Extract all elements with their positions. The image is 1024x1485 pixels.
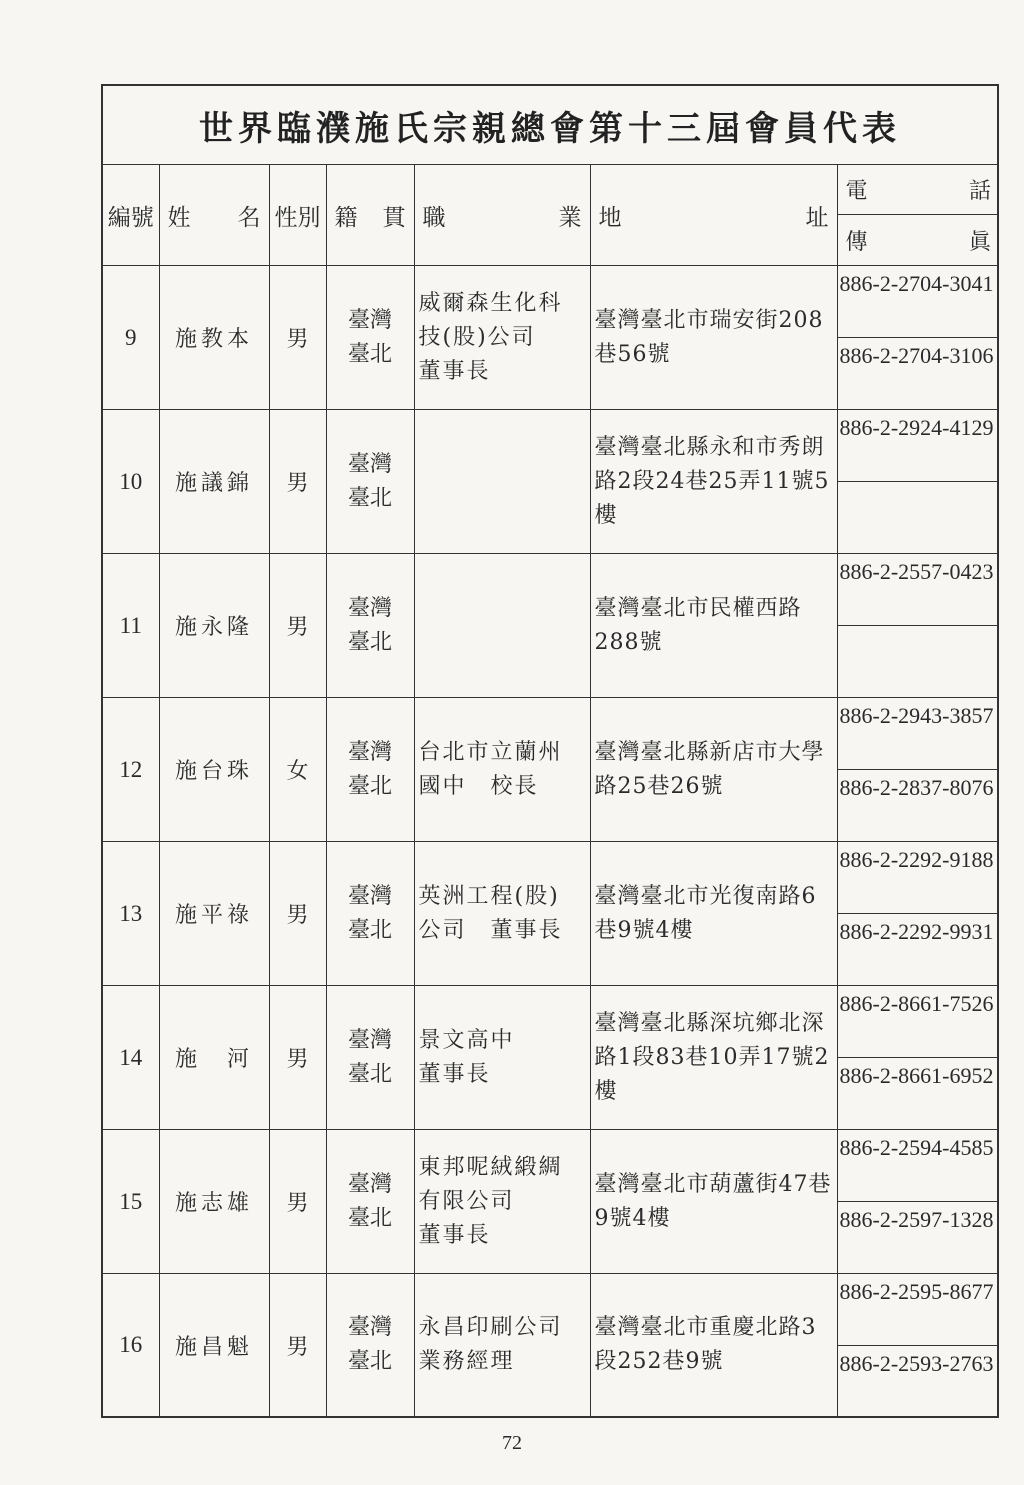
- member-name: 施議錦: [159, 410, 269, 554]
- member-fax: [837, 626, 999, 698]
- member-phone: 886-2-2594-4585: [837, 1130, 999, 1202]
- member-fax: 886-2-2704-3106: [837, 338, 999, 410]
- member-name: 施教本: [159, 266, 269, 410]
- member-origin: 臺灣 臺北: [326, 1130, 414, 1274]
- table-row: [103, 1274, 999, 1346]
- member-table: [103, 165, 999, 1418]
- member-sex: 男: [269, 842, 326, 986]
- member-sex: 男: [269, 1274, 326, 1418]
- member-occupation: [414, 410, 590, 554]
- member-occupation: 永昌印刷公司 業務經理: [414, 1274, 590, 1418]
- page-number: 72: [502, 1432, 522, 1454]
- table-row: [103, 698, 999, 770]
- header-no: 編號: [103, 165, 159, 266]
- member-sex: 女: [269, 698, 326, 842]
- member-address: 臺灣臺北市葫蘆街47巷9號4樓: [590, 1130, 837, 1274]
- member-address: 臺灣臺北縣永和市秀朗路2段24巷25弄11號5樓: [590, 410, 837, 554]
- header-tel: 電 話: [837, 165, 999, 215]
- member-phone: 886-2-2595-8677: [837, 1274, 999, 1346]
- header-origin: 籍 貫: [326, 165, 414, 266]
- member-name: 施永隆: [159, 554, 269, 698]
- page-title: 世界臨濮施氏宗親總會第十三屆會員代表: [103, 86, 997, 165]
- table-row: [103, 842, 999, 914]
- member-sex: 男: [269, 266, 326, 410]
- header-sex: 性別: [269, 165, 326, 266]
- member-occupation: 英洲工程(股) 公司 董事長: [414, 842, 590, 986]
- member-address: 臺灣臺北縣深坑鄉北深路1段83巷10弄17號2樓: [590, 986, 837, 1130]
- header-address: 地 址: [590, 165, 837, 266]
- member-phone: 886-2-2943-3857: [837, 698, 999, 770]
- member-number: 14: [103, 986, 159, 1130]
- member-name: 施 河: [159, 986, 269, 1130]
- member-phone: 886-2-2704-3041: [837, 266, 999, 338]
- member-occupation: 景文高中 董事長: [414, 986, 590, 1130]
- member-address: 臺灣臺北市瑞安街208巷56號: [590, 266, 837, 410]
- member-number: 11: [103, 554, 159, 698]
- member-origin: 臺灣 臺北: [326, 266, 414, 410]
- member-fax: 886-2-2597-1328: [837, 1202, 999, 1274]
- member-occupation: 威爾森生化科 技(股)公司 董事長: [414, 266, 590, 410]
- member-origin: 臺灣 臺北: [326, 842, 414, 986]
- table-body: [103, 266, 999, 1418]
- member-name: 施昌魁: [159, 1274, 269, 1418]
- member-table-frame: [101, 84, 999, 1418]
- member-address: 臺灣臺北市光復南路6巷9號4樓: [590, 842, 837, 986]
- member-number: 9: [103, 266, 159, 410]
- member-number: 12: [103, 698, 159, 842]
- member-phone: 886-2-2924-4129: [837, 410, 999, 482]
- member-name: 施志雄: [159, 1130, 269, 1274]
- table-row: [103, 1130, 999, 1202]
- member-name: 施平祿: [159, 842, 269, 986]
- member-phone: 886-2-8661-7526: [837, 986, 999, 1058]
- member-address: 臺灣臺北縣新店市大學路25巷26號: [590, 698, 837, 842]
- member-sex: 男: [269, 986, 326, 1130]
- member-number: 15: [103, 1130, 159, 1274]
- member-number: 13: [103, 842, 159, 986]
- table-row: [103, 410, 999, 482]
- member-fax: 886-2-2593-2763: [837, 1346, 999, 1418]
- table-row: [103, 266, 999, 338]
- member-sex: 男: [269, 554, 326, 698]
- member-phone: 886-2-2557-0423: [837, 554, 999, 626]
- member-occupation: [414, 554, 590, 698]
- member-origin: 臺灣 臺北: [326, 986, 414, 1130]
- member-origin: 臺灣 臺北: [326, 1274, 414, 1418]
- member-address: 臺灣臺北市重慶北路3段252巷9號: [590, 1274, 837, 1418]
- member-fax: [837, 482, 999, 554]
- member-fax: 886-2-2292-9931: [837, 914, 999, 986]
- header-job: 職 業: [414, 165, 590, 266]
- header-name: 姓 名: [159, 165, 269, 266]
- member-fax: 886-2-2837-8076: [837, 770, 999, 842]
- member-address: 臺灣臺北市民權西路288號: [590, 554, 837, 698]
- member-name: 施台珠: [159, 698, 269, 842]
- member-occupation: 台北市立蘭州 國中 校長: [414, 698, 590, 842]
- member-number: 10: [103, 410, 159, 554]
- member-origin: 臺灣 臺北: [326, 410, 414, 554]
- header-fax: 傳 眞: [837, 215, 999, 266]
- member-origin: 臺灣 臺北: [326, 698, 414, 842]
- member-origin: 臺灣 臺北: [326, 554, 414, 698]
- table-row: [103, 554, 999, 626]
- header-row-top: [103, 165, 999, 215]
- member-sex: 男: [269, 410, 326, 554]
- member-sex: 男: [269, 1130, 326, 1274]
- member-phone: 886-2-2292-9188: [837, 842, 999, 914]
- member-occupation: 東邦呢絨緞綢 有限公司 董事長: [414, 1130, 590, 1274]
- member-number: 16: [103, 1274, 159, 1418]
- member-fax: 886-2-8661-6952: [837, 1058, 999, 1130]
- table-row: [103, 986, 999, 1058]
